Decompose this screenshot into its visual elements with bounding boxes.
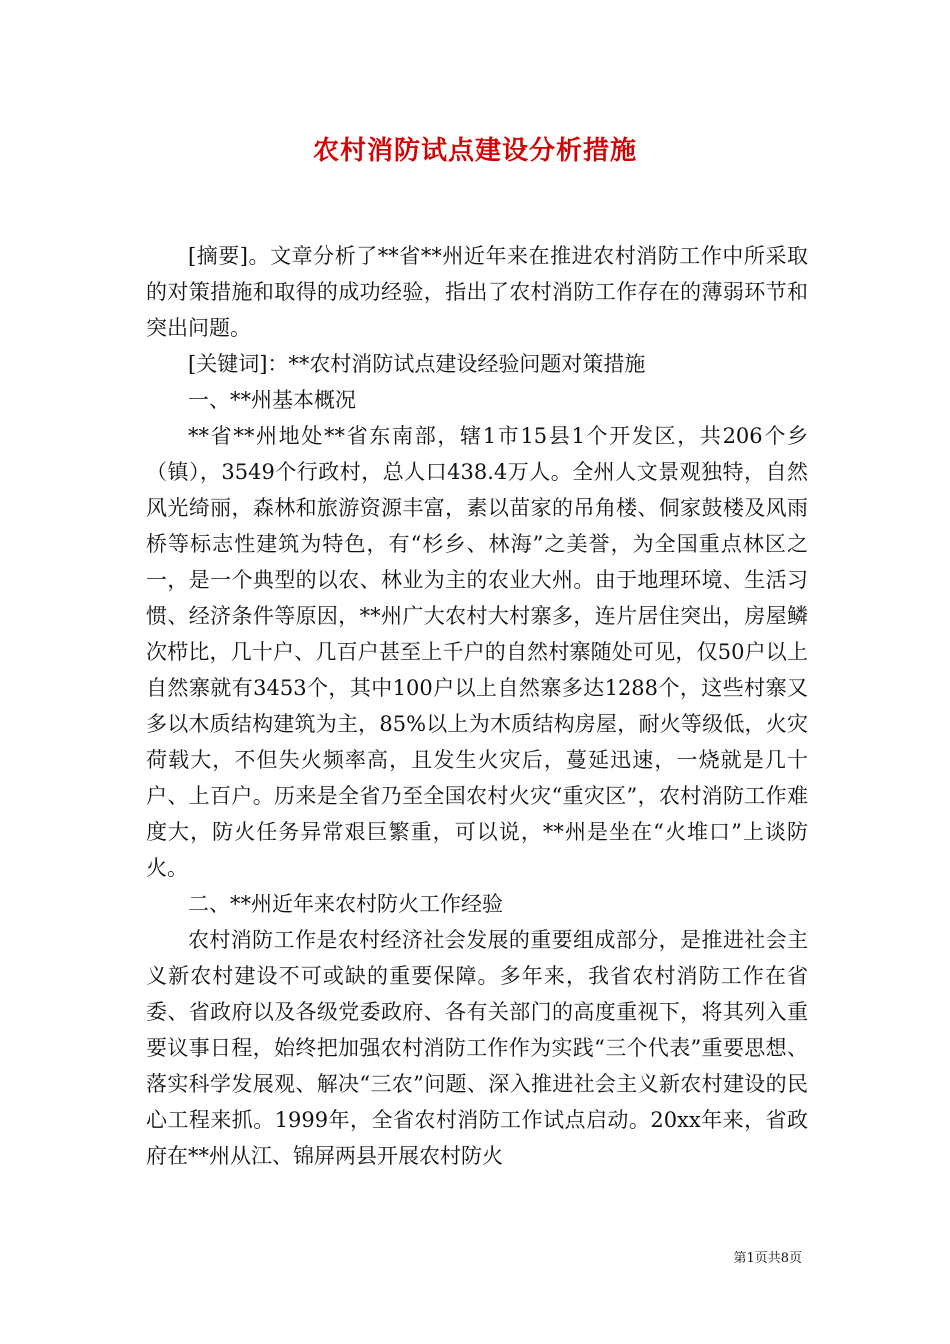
body-paragraph-1: **省**州地处**省东南部，辖1市15县1个开发区，共206个乡（镇），3549个行政村，总人口438.4万人。全州人文景观独特，自然风光绮丽，森林和旅游资源丰富，素以苗家的吊角楼、侗家鼓楼及风雨桥等标志性建筑为特色，有“杉乡、林海”之美誉，为全国重点林区之一，是一个典型的以农、林业为主的农业大州。由于地理环境、生活习惯、经济条件等原因，**州广大农村大村寨多，连片居住突出，房屋鳞次栉比，几十户、几百户甚至上千户的自然村寨随处可见，仅50户以上自然寨就有3453个，其中100户以上自然寨多达1288个，这些村寨又多以木质结构建筑为主，85%以上为木质结构房屋，耐火等级低，火灾荷载大，不但失火频率高，且发生火灾后，蔓延迅速，一烧就是几十户、上百户。历来是全省乃至全国农村火灾“重灾区”，农村消防工作难度大，防火任务异常艰巨繁重，可以说，**州是坐在“火堆口”上谈防火。 xyxy=(146,424,808,880)
section-heading-1: 一、**州基本概况 xyxy=(188,388,356,412)
keywords-paragraph: [关键词]：**农村消防试点建设经验问题对策措施 xyxy=(188,352,646,376)
document-title: 农村消防试点建设分析措施 xyxy=(312,136,637,166)
section-heading-2: 二、**州近年来农村防火工作经验 xyxy=(188,892,503,916)
body-paragraph-2: 农村消防工作是农村经济社会发展的重要组成部分，是推进社会主义新农村建设不可或缺的重要保障。多年来，我省农村消防工作在省委、省政府以及各级党委政府、各有关部门的高度重视下，将其列入重要议事日程，始终把加强农村消防工作作为实践“三个代表”重要思想、落实科学发展观、解决“三农”问题、深入推进社会主义新农村建设的民心工程来抓。1999年，全省农村消防工作试点启动。20xx年来，省政府在**州从江、锦屏两县开展农村防火 xyxy=(146,928,808,1168)
document-body xyxy=(146,238,808,1174)
page-number: 第1页共8页 xyxy=(733,1251,802,1266)
abstract-paragraph: [摘要]。文章分析了**省**州近年来在推进农村消防工作中所采取的对策措施和取得的成功经验，指出了农村消防工作存在的薄弱环节和突出问题。 xyxy=(146,244,808,340)
